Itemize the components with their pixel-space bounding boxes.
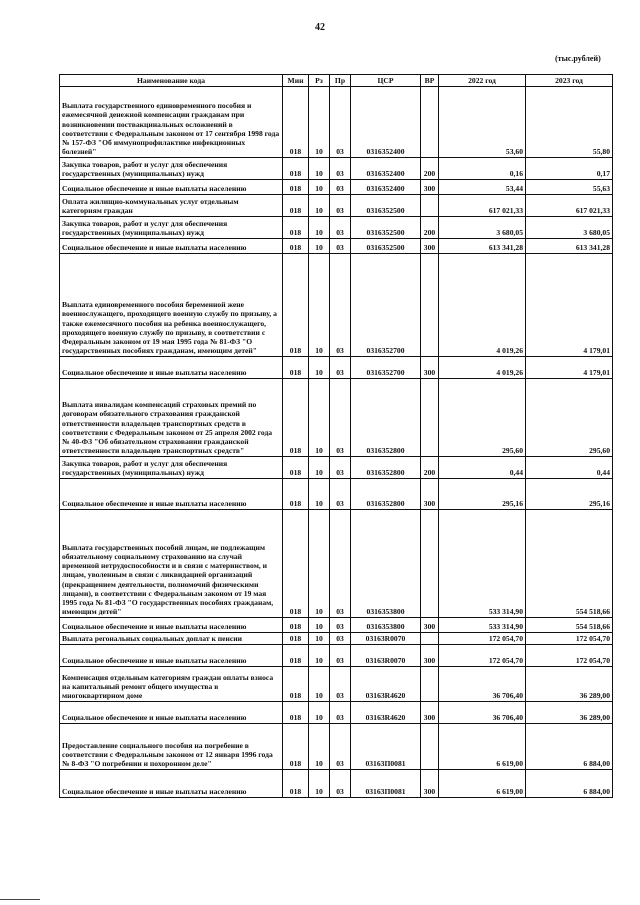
cell-y2022: 533 314,90 xyxy=(439,510,526,618)
cell-pr: 03 xyxy=(330,357,351,379)
header-pr: Пр xyxy=(330,75,351,87)
cell-vr xyxy=(421,87,439,158)
cell-name: Оплата жилищно-коммунальных услуг отдельным категориям граждан xyxy=(60,195,283,217)
table-row xyxy=(60,87,613,158)
cell-vr xyxy=(421,379,439,457)
table-row xyxy=(60,195,613,217)
cell-vr: 300 xyxy=(421,180,439,195)
cell-y2023: 172 054,70 xyxy=(526,633,613,645)
header-vr: ВР xyxy=(421,75,439,87)
cell-csr: 03163П0081 xyxy=(351,724,421,770)
cell-rz: 10 xyxy=(309,180,330,195)
cell-y2022: 295,60 xyxy=(439,379,526,457)
cell-csr: 03163R0070 xyxy=(351,633,421,645)
cell-vr: 300 xyxy=(421,239,439,254)
cell-y2023: 36 289,00 xyxy=(526,667,613,702)
header-2023: 2023 год xyxy=(526,75,613,87)
cell-y2022: 533 314,90 xyxy=(439,618,526,633)
cell-rz: 10 xyxy=(309,633,330,645)
cell-min: 018 xyxy=(283,239,309,254)
cell-pr: 03 xyxy=(330,618,351,633)
cell-csr: 0316352800 xyxy=(351,457,421,479)
cell-rz: 10 xyxy=(309,217,330,239)
units-label: (тыс.рублей) xyxy=(555,54,601,63)
cell-csr: 0316352500 xyxy=(351,239,421,254)
cell-min: 018 xyxy=(283,195,309,217)
cell-y2023: 36 289,00 xyxy=(526,702,613,724)
cell-y2022: 53,60 xyxy=(439,87,526,158)
cell-name: Социальное обеспечение и иные выплаты населению xyxy=(60,618,283,633)
cell-name: Выплата государственного единовременного пособия и ежемесячной денежной компенсации гражданам при возникновении поствакцинальных осложнений в соответствии с Федеральным законом от 17 сентября 1998 года № 157-ФЗ "Об иммунопрофилактике инфекционных болезней" xyxy=(60,87,283,158)
cell-y2023: 613 341,28 xyxy=(526,239,613,254)
cell-rz: 10 xyxy=(309,195,330,217)
cell-name: Социальное обеспечение и иные выплаты населению xyxy=(60,180,283,195)
cell-pr: 03 xyxy=(330,645,351,667)
table-row xyxy=(60,724,613,770)
header-csr: ЦСР xyxy=(351,75,421,87)
cell-y2023: 172 054,70 xyxy=(526,645,613,667)
cell-pr: 03 xyxy=(330,633,351,645)
cell-min: 018 xyxy=(283,510,309,618)
table-row xyxy=(60,239,613,254)
cell-min: 018 xyxy=(283,667,309,702)
cell-rz: 10 xyxy=(309,770,330,798)
cell-y2022: 4 019,26 xyxy=(439,254,526,357)
cell-pr: 03 xyxy=(330,254,351,357)
cell-y2023: 3 680,05 xyxy=(526,217,613,239)
cell-name: Выплата единовременного пособия беременной жене военнослужащего, проходящего военную службу по призыву, а также ежемесячного пособия на ребенка военнослужащего, проходящего военную службу по призыву, в соответствии с Федеральным законом от 19 мая 1995 года № 81-ФЗ "О государственных пособиях гражданам, имеющим детей" xyxy=(60,254,283,357)
cell-y2023: 617 021,33 xyxy=(526,195,613,217)
cell-name: Закупка товаров, работ и услуг для обеспечения государственных (муниципальных) нужд xyxy=(60,457,283,479)
cell-vr xyxy=(421,195,439,217)
cell-pr: 03 xyxy=(330,195,351,217)
cell-pr: 03 xyxy=(330,479,351,510)
cell-y2022: 0,44 xyxy=(439,457,526,479)
table-row xyxy=(60,645,613,667)
cell-pr: 03 xyxy=(330,510,351,618)
cell-y2022: 4 019,26 xyxy=(439,357,526,379)
cell-name: Выплата регональных социальных доплат к пенсии xyxy=(60,633,283,645)
cell-y2022: 0,16 xyxy=(439,158,526,180)
cell-pr: 03 xyxy=(330,239,351,254)
cell-vr: 200 xyxy=(421,457,439,479)
cell-pr: 03 xyxy=(330,724,351,770)
cell-pr: 03 xyxy=(330,702,351,724)
cell-min: 018 xyxy=(283,618,309,633)
cell-min: 018 xyxy=(283,770,309,798)
cell-name: Выплата государственных пособий лицам, не подлежащим обязательному социальному страхованию на случай временной нетрудоспособности и в связи с материнством, и лицам, уволенным в связи с ликвидацией организаций (прекращением деятельности, полномочий физическими лицами), в соответствии с Федеральным законом от 19 мая 1995 года № 81-ФЗ "О государственных пособиях гражданам, имеющим детей" xyxy=(60,510,283,618)
table-row xyxy=(60,217,613,239)
cell-name: Социальное обеспечение и иные выплаты населению xyxy=(60,770,283,798)
cell-y2022: 6 619,00 xyxy=(439,724,526,770)
table-row xyxy=(60,479,613,510)
cell-rz: 10 xyxy=(309,479,330,510)
cell-name: Предоставление социального пособия на погребение в соответствии с Федеральным законом от 12 января 1996 года № 8-ФЗ "О погребении и похоронном деле" xyxy=(60,724,283,770)
cell-y2023: 554 518,66 xyxy=(526,510,613,618)
cell-y2023: 295,60 xyxy=(526,379,613,457)
cell-min: 018 xyxy=(283,645,309,667)
table-row xyxy=(60,357,613,379)
cell-y2022: 3 680,05 xyxy=(439,217,526,239)
cell-csr: 03163R0070 xyxy=(351,645,421,667)
cell-pr: 03 xyxy=(330,667,351,702)
cell-vr xyxy=(421,254,439,357)
cell-y2022: 36 706,40 xyxy=(439,667,526,702)
cell-csr: 0316352400 xyxy=(351,87,421,158)
table-row xyxy=(60,667,613,702)
cell-name: Социальное обеспечение и иные выплаты населению xyxy=(60,239,283,254)
table-row xyxy=(60,379,613,457)
cell-pr: 03 xyxy=(330,379,351,457)
cell-vr: 200 xyxy=(421,158,439,180)
cell-y2023: 6 884,00 xyxy=(526,770,613,798)
cell-name: Социальное обеспечение и иные выплаты населению xyxy=(60,702,283,724)
cell-vr: 200 xyxy=(421,217,439,239)
cell-name: Социальное обеспечение и иные выплаты населению xyxy=(60,479,283,510)
footer-rule xyxy=(0,899,40,900)
cell-min: 018 xyxy=(283,457,309,479)
cell-vr: 300 xyxy=(421,618,439,633)
cell-y2023: 0,17 xyxy=(526,158,613,180)
cell-name: Закупка товаров, работ и услуг для обеспечения государственных (муниципальных) нужд xyxy=(60,217,283,239)
header-name: Наименование кода xyxy=(60,75,283,87)
cell-pr: 03 xyxy=(330,457,351,479)
cell-pr: 03 xyxy=(330,158,351,180)
cell-rz: 10 xyxy=(309,457,330,479)
cell-min: 018 xyxy=(283,180,309,195)
header-rz: Рз xyxy=(309,75,330,87)
cell-csr: 0316352500 xyxy=(351,217,421,239)
cell-name: Закупка товаров, работ и услуг для обеспечения государственных (муниципальных) нужд xyxy=(60,158,283,180)
cell-rz: 10 xyxy=(309,510,330,618)
header-min: Мин xyxy=(283,75,309,87)
cell-rz: 10 xyxy=(309,702,330,724)
cell-min: 018 xyxy=(283,479,309,510)
table-row xyxy=(60,457,613,479)
cell-name: Социальное обеспечение и иные выплаты населению xyxy=(60,645,283,667)
cell-y2022: 36 706,40 xyxy=(439,702,526,724)
cell-rz: 10 xyxy=(309,379,330,457)
cell-y2023: 55,63 xyxy=(526,180,613,195)
cell-vr: 300 xyxy=(421,479,439,510)
cell-y2023: 6 884,00 xyxy=(526,724,613,770)
cell-min: 018 xyxy=(283,702,309,724)
page-number: 42 xyxy=(315,22,325,33)
table-row xyxy=(60,254,613,357)
table-header-row xyxy=(60,75,613,87)
table-row xyxy=(60,510,613,618)
cell-y2023: 0,44 xyxy=(526,457,613,479)
cell-min: 018 xyxy=(283,724,309,770)
cell-csr: 0316352800 xyxy=(351,479,421,510)
cell-min: 018 xyxy=(283,87,309,158)
cell-rz: 10 xyxy=(309,618,330,633)
cell-y2022: 172 054,70 xyxy=(439,645,526,667)
cell-rz: 10 xyxy=(309,87,330,158)
cell-csr: 0316352800 xyxy=(351,379,421,457)
cell-y2022: 617 021,33 xyxy=(439,195,526,217)
cell-rz: 10 xyxy=(309,254,330,357)
cell-y2022: 295,16 xyxy=(439,479,526,510)
cell-csr: 0316352700 xyxy=(351,357,421,379)
cell-csr: 0316353800 xyxy=(351,510,421,618)
cell-rz: 10 xyxy=(309,724,330,770)
cell-y2022: 6 619,00 xyxy=(439,770,526,798)
table-body xyxy=(60,87,613,798)
cell-rz: 10 xyxy=(309,667,330,702)
cell-csr: 0316352700 xyxy=(351,254,421,357)
cell-csr: 0316353800 xyxy=(351,618,421,633)
table-row xyxy=(60,180,613,195)
cell-name: Компенсация отдельным категориям граждан оплаты взноса на капитальный ремонт общего имущества в многоквартирном доме xyxy=(60,667,283,702)
cell-vr xyxy=(421,667,439,702)
cell-rz: 10 xyxy=(309,239,330,254)
cell-csr: 0316352400 xyxy=(351,158,421,180)
cell-vr: 300 xyxy=(421,702,439,724)
cell-min: 018 xyxy=(283,217,309,239)
cell-name: Выплата инвалидам компенсаций страховых премий по договорам обязательного страхования гражданской ответственности владельцев транспортных средств в соответствии с Федеральным законом от 25 апреля 2002 года № 40-ФЗ "Об обязательном страховании гражданской ответственности владельцев транспортных средств" xyxy=(60,379,283,457)
cell-csr: 0316352400 xyxy=(351,180,421,195)
cell-vr xyxy=(421,633,439,645)
cell-vr: 300 xyxy=(421,645,439,667)
cell-y2023: 295,16 xyxy=(526,479,613,510)
cell-csr: 03163R4620 xyxy=(351,702,421,724)
table-row xyxy=(60,770,613,798)
cell-pr: 03 xyxy=(330,217,351,239)
cell-name: Социальное обеспечение и иные выплаты населению xyxy=(60,357,283,379)
cell-pr: 03 xyxy=(330,770,351,798)
header-2022: 2022 год xyxy=(439,75,526,87)
cell-y2022: 613 341,28 xyxy=(439,239,526,254)
cell-vr: 300 xyxy=(421,770,439,798)
budget-table xyxy=(59,74,613,798)
cell-min: 018 xyxy=(283,254,309,357)
cell-y2023: 55,80 xyxy=(526,87,613,158)
cell-y2023: 4 179,01 xyxy=(526,254,613,357)
table-row xyxy=(60,633,613,645)
cell-min: 018 xyxy=(283,357,309,379)
cell-min: 018 xyxy=(283,633,309,645)
cell-csr: 03163R4620 xyxy=(351,667,421,702)
cell-vr xyxy=(421,510,439,618)
cell-rz: 10 xyxy=(309,645,330,667)
cell-pr: 03 xyxy=(330,180,351,195)
table-row xyxy=(60,702,613,724)
cell-y2022: 53,44 xyxy=(439,180,526,195)
cell-pr: 03 xyxy=(330,87,351,158)
cell-min: 018 xyxy=(283,158,309,180)
table-row xyxy=(60,618,613,633)
cell-rz: 10 xyxy=(309,357,330,379)
cell-csr: 0316352500 xyxy=(351,195,421,217)
cell-csr: 03163П0081 xyxy=(351,770,421,798)
table-row xyxy=(60,158,613,180)
cell-y2022: 172 054,70 xyxy=(439,633,526,645)
cell-min: 018 xyxy=(283,379,309,457)
cell-y2023: 554 518,66 xyxy=(526,618,613,633)
cell-y2023: 4 179,01 xyxy=(526,357,613,379)
cell-vr xyxy=(421,724,439,770)
cell-vr: 300 xyxy=(421,357,439,379)
cell-rz: 10 xyxy=(309,158,330,180)
